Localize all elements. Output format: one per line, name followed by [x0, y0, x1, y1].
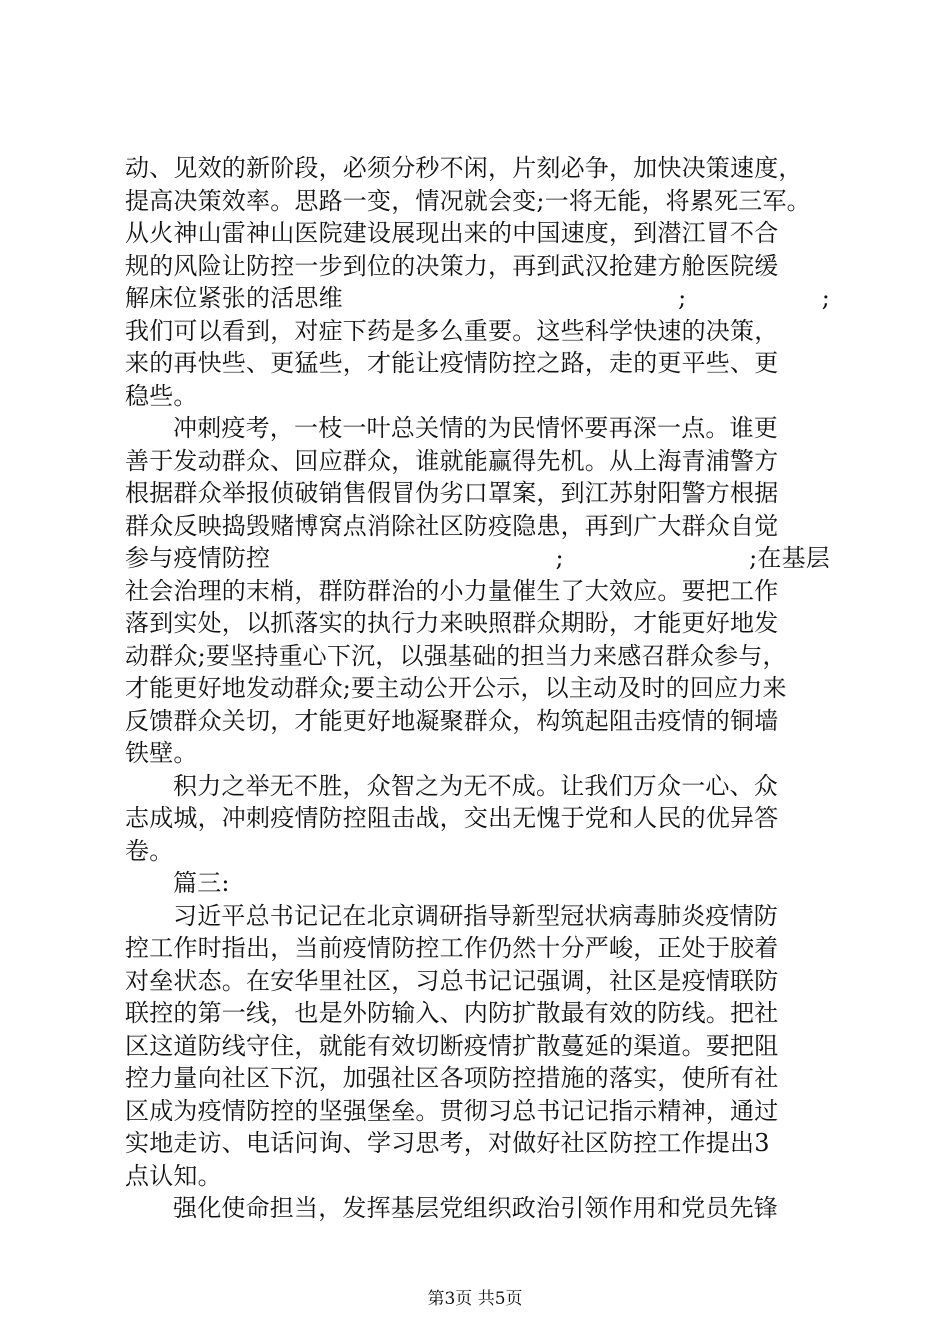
text-fragment: 参与疫情防控 — [125, 544, 271, 572]
text-line: 区这道防线守住，就能有效切断疫情扩散蔓延的渠道。要把阻 — [125, 1031, 779, 1060]
text-line: 控力量向社区下沉，加强社区各项防控措施的落实，使所有社 — [125, 1064, 779, 1092]
text-line: 志成城，冲刺疫情防控阻击战，交出无愧于党和人民的优异答 — [125, 804, 779, 832]
text-line: 反馈群众关切，才能更好地凝聚群众，构筑起阻击疫情的铜墙 — [125, 706, 779, 735]
text-separator: ; — [821, 284, 830, 312]
text-line: 铁壁。 — [125, 739, 198, 767]
text-line: 规的风险让防控一步到位的决策力，再到武汉抢建方舱医院缓 — [125, 251, 779, 280]
page-footer: 第3页 共5页 — [427, 1289, 523, 1309]
body-text — [125, 152, 830, 1225]
section-heading: 篇三: — [173, 869, 230, 897]
text-line: 习近平总书记记在北京调研指导新型冠状病毒肺炎疫情防 — [173, 901, 778, 930]
text-line: 联控的第一线，也是外防输入、内防扩散最有效的防线。把社 — [125, 999, 779, 1027]
text-line: 稳些。 — [125, 381, 198, 410]
text-line: 才能更好地发动群众;要主动公开公示，以主动及时的回应力来 — [125, 674, 787, 702]
text-line: 点认知。 — [125, 1161, 222, 1190]
text-line: 提高决策效率。思路一变，情况就会变;一将无能，将累死三军。 — [125, 186, 811, 215]
text-line: 群众反映捣毁赌博窝点消除社区防疫隐患，再到广大群众自觉 — [125, 511, 779, 540]
text-line: 落到实处，以抓落实的执行力来映照群众期盼，才能更好地发 — [125, 609, 779, 637]
text-line: 冲刺疫考，一枝一叶总关情的为民情怀要再深一点。谁更 — [173, 414, 778, 442]
text-line: 来的再快些、更猛些，才能让疫情防控之路，走的更平些、更 — [125, 349, 779, 377]
text-fragment: 解床位紧张的活思维 — [125, 284, 343, 312]
text-line: 从火神山雷神山医院建设展现出来的中国速度，到潜江冒不合 — [125, 219, 779, 247]
text-line: 动、见效的新阶段，必须分秒不闲，片刻必争，加快决策速度， — [125, 154, 803, 182]
text-line: 动群众;要坚持重心下沉，以强基础的担当力来感召群众参与， — [125, 641, 787, 670]
text-line: 区成为疫情防控的坚强堡垒。贯彻习总书记记指示精神，通过 — [125, 1096, 779, 1125]
text-separator: ; — [678, 284, 687, 312]
text-line: 对垒状态。在安华里社区，习总书记记强调，社区是疫情联防 — [125, 966, 779, 995]
text-line-split — [125, 282, 830, 315]
text-line: 根据群众举报侦破销售假冒伪劣口罩案，到江苏射阳警方根据 — [125, 479, 779, 507]
text-line: 积力之举无不胜，众智之为无不成。让我们万众一心、众 — [173, 771, 778, 800]
text-separator: ;在基层 — [749, 544, 830, 572]
text-line: 卷。 — [125, 836, 174, 865]
text-separator: ; — [555, 544, 564, 572]
text-line: 控工作时指出，当前疫情防控工作仍然十分严峻，正处于胶着 — [125, 934, 779, 962]
text-line: 我们可以看到，对症下药是多么重要。这些科学快速的决策， — [125, 316, 779, 345]
text-line: 社会治理的末梢，群防群治的小力量催生了大效应。要把工作 — [125, 576, 779, 605]
text-line: 善于发动群众、回应群众，谁就能赢得先机。从上海青浦警方 — [125, 446, 779, 475]
text-line: 实地走访、电话问询、学习思考，对做好社区防控工作提出3 — [125, 1129, 770, 1157]
text-line: 强化使命担当，发挥基层党组织政治引领作用和党员先锋 — [173, 1194, 778, 1222]
text-line-split — [125, 542, 830, 575]
